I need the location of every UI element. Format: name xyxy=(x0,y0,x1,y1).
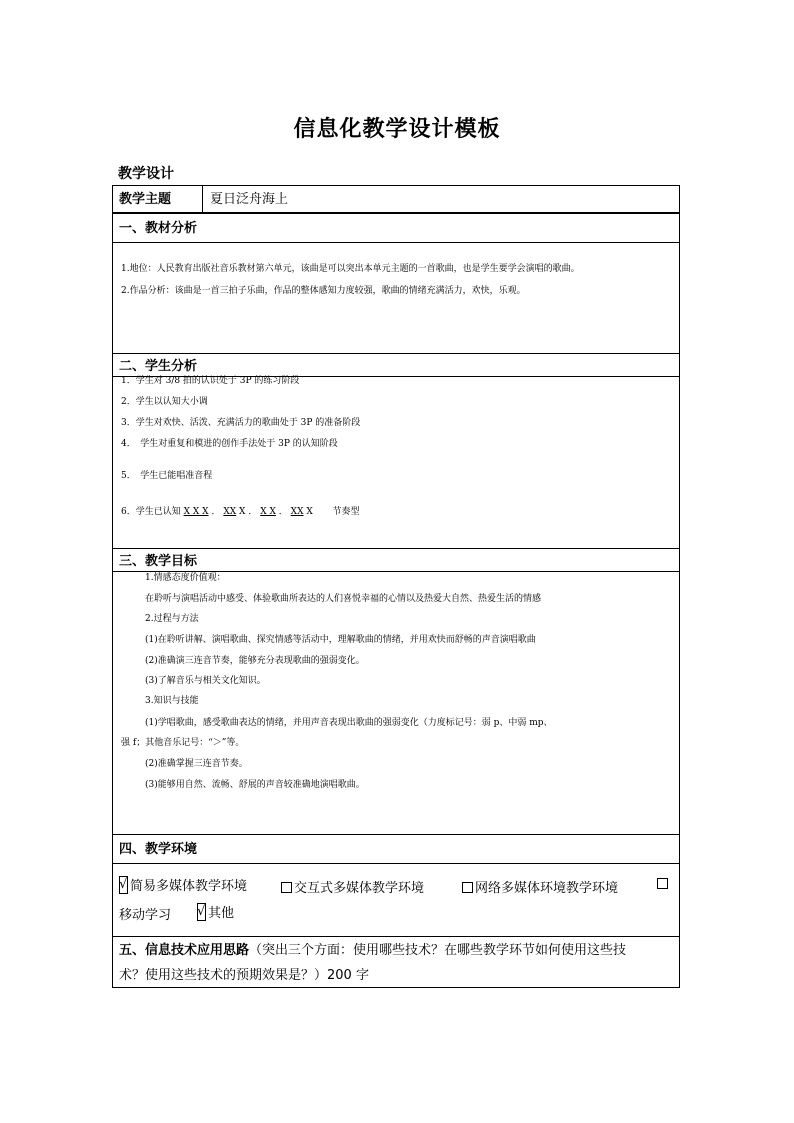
students-heading: 二、学生分析 xyxy=(119,359,198,374)
goals-line-7: 3.知识与技能 xyxy=(145,696,199,706)
topic-value: 夏日泛舟海上 xyxy=(210,192,289,207)
rhythm-group-6: X xyxy=(306,507,313,517)
env-option-3[interactable] xyxy=(462,877,618,896)
students-line-3: 3．学生对欢快、活泼、充满活力的歌曲处于 3P 的准备阶段 xyxy=(121,418,361,428)
students-line-1: 1．学生对 3/8 拍的认识处于 3P 的练习阶段 xyxy=(121,376,300,386)
checkbox-checked-icon[interactable] xyxy=(197,903,206,921)
goals-body xyxy=(113,571,679,834)
students-line-2: 2．学生以认知大小调 xyxy=(121,397,208,407)
design-table xyxy=(112,185,680,988)
environment-heading-row xyxy=(113,834,679,863)
env-option-3-label: 网络多媒体环境教学环境 xyxy=(475,881,619,896)
rhythm-dot-3: ． xyxy=(278,507,288,517)
goals-line-3: 2.过程与方法 xyxy=(145,614,199,624)
it-ideas-note: （突出三个方面：使用哪些技术？在哪些教学环节如何使用这些技 xyxy=(249,943,627,958)
students-rhythm-line xyxy=(121,502,360,522)
material-line-2: 2.作品分析：该曲是一首三拍子乐曲，作品的整体感知力度较强，歌曲的情绪充满活力，欢快，乐观。 xyxy=(121,286,526,296)
rhythm-group-3: X xyxy=(239,507,246,517)
goals-line-9: 强 f；其他音乐记号：“＞”等。 xyxy=(121,738,245,748)
rhythm-group-1: X X X xyxy=(183,507,209,517)
checkbox-checked-icon[interactable] xyxy=(119,876,128,894)
material-heading: 一、教材分析 xyxy=(119,221,198,236)
env-option-2-label: 交互式多媒体教学环境 xyxy=(294,881,425,896)
goals-line-5: (2)准确演三连音节奏，能够充分表现歌曲的强弱变化。 xyxy=(145,656,365,666)
it-ideas-line-1 xyxy=(119,941,626,961)
goals-line-4: (1)在聆听讲解、演唱歌曲、探究情感等活动中，理解歌曲的情绪，并用欢快而舒畅的声音演唱歌曲 xyxy=(145,635,536,645)
env-option-4-label: 移动学习 xyxy=(119,908,172,923)
it-ideas-heading: 五、信息技术应用思路 xyxy=(119,943,250,958)
env-option-1-label: 简易多媒体教学环境 xyxy=(130,879,248,894)
environment-heading: 四、教学环境 xyxy=(119,842,198,857)
material-body xyxy=(113,242,679,353)
goals-line-8: (1)学唱歌曲，感受歌曲表达的情绪，并用声音表现出歌曲的强弱变化（力度标记号：弱 p、中弱 mp、 xyxy=(145,718,553,728)
section-caption: 教学设计 xyxy=(118,166,174,182)
env-option-1[interactable] xyxy=(119,875,247,894)
rhythm-group-5: XX xyxy=(290,507,304,517)
rhythm-prefix: 6．学生已认知 xyxy=(121,507,181,517)
env-option-4-box[interactable] xyxy=(657,877,670,892)
env-option-4 xyxy=(119,904,171,923)
checkbox-icon[interactable] xyxy=(281,882,292,893)
document-title: 信息化教学设计模板 xyxy=(293,117,501,142)
rhythm-suffix: 节奏型 xyxy=(332,507,360,517)
material-line-1: 1.地位：人民教育出版社音乐教材第六单元，该曲是可以突出本单元主题的一首歌曲，也是学生要学会演唱的歌曲。 xyxy=(121,264,580,274)
rhythm-group-2: XX xyxy=(223,507,237,517)
environment-body xyxy=(113,863,679,936)
topic-row xyxy=(113,186,679,213)
students-line-5: 5． 学生已能唱准音程 xyxy=(121,471,213,481)
checkbox-icon[interactable] xyxy=(657,878,668,889)
checkbox-icon[interactable] xyxy=(462,882,473,893)
rhythm-dot-1: ． xyxy=(211,507,221,517)
env-option-5-label: 其他 xyxy=(208,906,235,921)
students-body xyxy=(113,376,679,548)
goals-line-11: (3)能够用自然、流畅、舒展的声音较准确地演唱歌曲。 xyxy=(145,780,365,790)
students-line-4: 4． 学生对重复和模进的创作手法处于 3P 的认知阶段 xyxy=(121,439,338,449)
goals-line-1: 1.情感态度价值观： xyxy=(145,573,226,583)
goals-heading: 三、教学目标 xyxy=(119,554,198,569)
it-ideas-section xyxy=(113,936,679,989)
it-ideas-line-2: 术？使用这些技术的预期效果是？）200 字 xyxy=(119,968,369,983)
rhythm-group-4: X X xyxy=(260,507,276,517)
env-option-2[interactable] xyxy=(281,877,424,896)
topic-divider xyxy=(202,186,203,213)
env-option-5[interactable] xyxy=(197,902,234,921)
goals-line-6: (3)了解音乐与相关文化知识。 xyxy=(145,676,266,686)
goals-line-2: 在聆听与演唱活动中感受、体验歌曲所表达的人们喜悦幸福的心情以及热爱大自然、热爱生活的情感 xyxy=(145,594,542,604)
rhythm-dot-2: ． xyxy=(248,507,258,517)
goals-line-10: (2)准确掌握三连音节奏。 xyxy=(145,759,248,769)
material-heading-row xyxy=(113,213,679,242)
topic-label: 教学主题 xyxy=(119,192,172,207)
